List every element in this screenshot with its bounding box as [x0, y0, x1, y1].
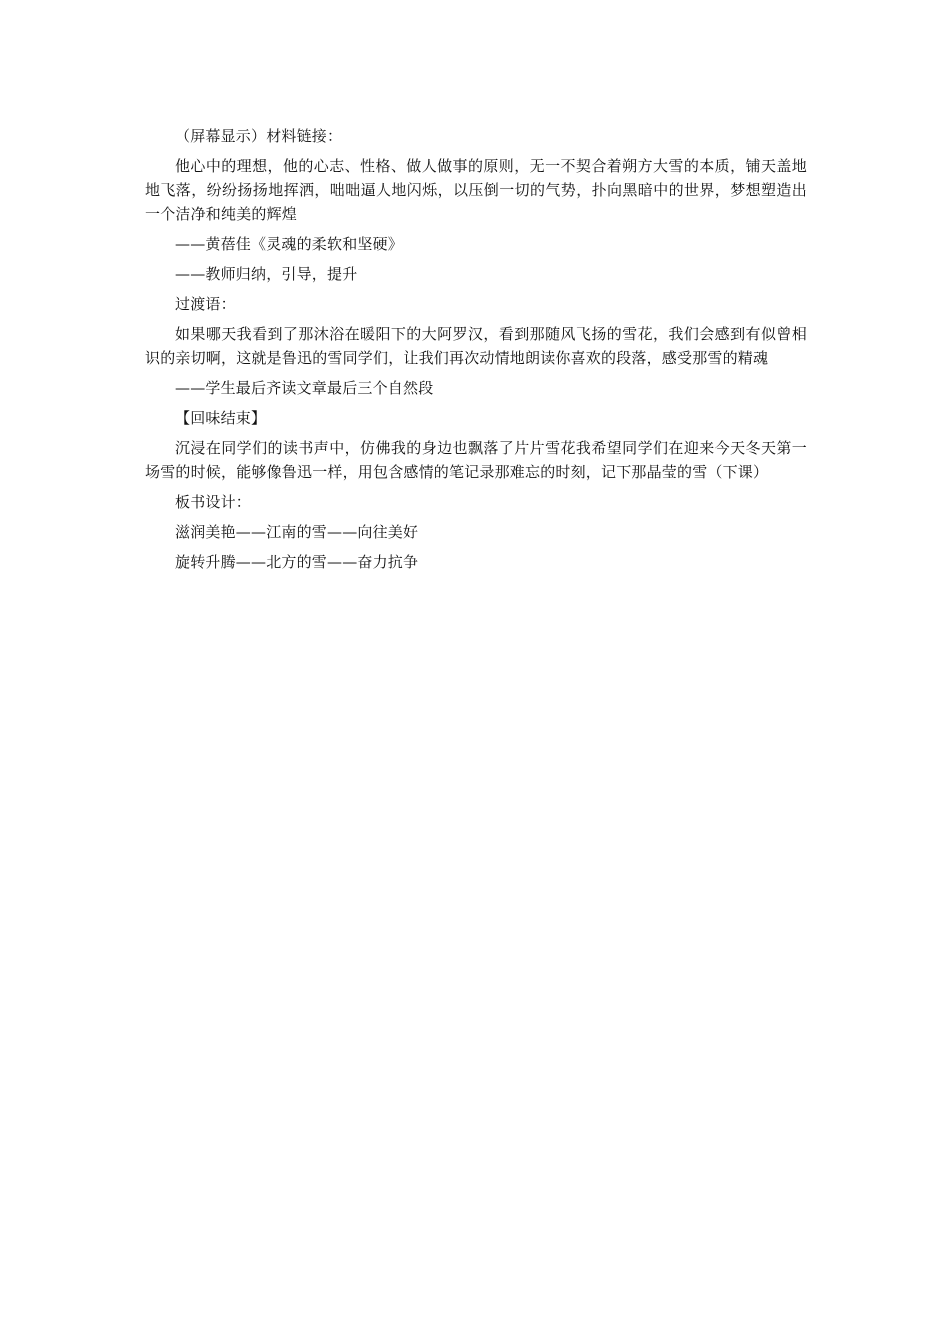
closing-section-heading: 【回味结束】 — [175, 409, 267, 427]
student-reading-note: ——学生最后齐读文章最后三个自然段 — [175, 379, 434, 397]
material-link-heading: （屏幕显示）材料链接： — [175, 127, 343, 145]
blackboard-line-south: 滋润美艳——江南的雪——向往美好 — [175, 523, 419, 541]
blackboard-design-heading: 板书设计： — [175, 493, 252, 511]
document-page — [145, 124, 807, 580]
quoted-passage: 他心中的理想，他的心志、性格、做人做事的原则，无一不契合着朔方大雪的本质，铺天盖地地飞落，纷纷扬扬地挥洒，咄咄逼人地闪烁，以压倒一切的气势，扑向黑暗中的世界，梦想塑造出一个洁净和纯美的辉煌 — [145, 157, 807, 223]
blackboard-line-north: 旋转升腾——北方的雪——奋力抗争 — [175, 553, 419, 571]
transition-paragraph: 如果哪天我看到了那沐浴在暖阳下的大阿罗汉，看到那随风飞扬的雪花，我们会感到有似曾相识的亲切啊，这就是鲁迅的雪同学们，让我们再次动情地朗读你喜欢的段落，感受那雪的精魂 — [145, 325, 807, 367]
quote-source: ——黄蓓佳《灵魂的柔软和坚硬》 — [175, 235, 404, 253]
transition-heading: 过渡语： — [175, 295, 236, 313]
closing-paragraph: 沉浸在同学们的读书声中，仿佛我的身边也飘落了片片雪花我希望同学们在迎来今天冬天第一场雪的时候，能够像鲁迅一样，用包含感情的笔记录那难忘的时刻，记下那晶莹的雪（下课） — [145, 439, 807, 481]
teacher-note: ——教师归纳，引导，提升 — [175, 265, 358, 283]
